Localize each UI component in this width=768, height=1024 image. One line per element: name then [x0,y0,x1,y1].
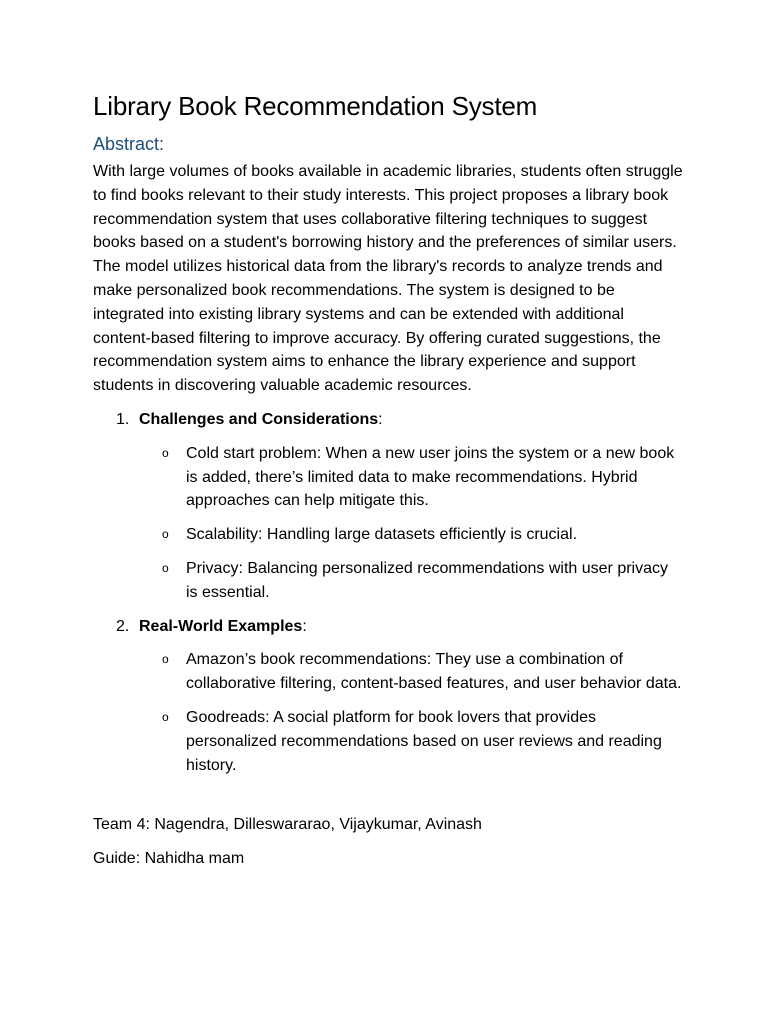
bullet-icon: o [162,709,169,724]
document-title: Library Book Recommendation System [93,91,538,121]
bullet-icon: o [162,652,169,667]
list-number: 2. [116,617,130,635]
bullet-icon: o [162,445,169,460]
sub-item-text: Privacy: Balancing personalized recommendations with user privacy is essential. [186,559,668,601]
sub-item-text: Goodreads: A social platform for book lovers that provides personalized recommendations based on user reviews and reading history. [186,708,662,774]
sub-item-text: Cold start problem: When a new user joins the system or a new book is added, there’s limited data to make recommendations. Hybrid approaches can help mitigate this. [186,444,675,510]
list-item-challenges [93,408,683,605]
guide-line: Guide: Nahidha mam [93,850,245,868]
sub-list-item [139,706,683,777]
sub-item-text: Scalability: Handling large datasets efficiently is crucial. [186,526,578,544]
abstract-heading: Abstract: [93,134,165,154]
bullet-icon: o [162,527,169,542]
list-number: 1. [116,410,130,428]
numbered-list [93,408,683,777]
sub-item-text: Amazon’s book recommendations: They use a combination of collaborative filtering, content-based features, and user behavior data. [186,651,682,693]
sub-list-item [139,523,683,547]
list-heading-suffix: : [302,617,307,635]
sub-list-item [139,442,683,513]
sub-list-item [139,648,683,696]
list-heading [139,408,683,432]
bullet-icon: o [162,560,169,575]
sub-bullet-list [139,648,683,777]
document-page [93,88,683,871]
sub-list-item [139,557,683,605]
abstract-paragraph: With large volumes of books available in academic libraries, students often struggle to find books relevant to their study interests. This project proposes a library book recommendation system that uses collaborative filtering techniques to suggest books based on a student's borrowing history and the preferences of similar users. The model utilizes historical data from the library's records to analyze trends and make personalized book recommendations. The system is designed to be integrated into existing library systems and can be extended with additional content-based filtering to improve accuracy. By offering curated suggestions, the recommendation system aims to enhance the library experience and support students in discovering valuable academic resources. [93,163,683,395]
list-heading-text: Challenges and Considerations [139,410,379,428]
list-heading [139,615,683,639]
sub-bullet-list [139,442,683,605]
list-heading-text: Real-World Examples [139,617,303,635]
team-line: Team 4: Nagendra, Dilleswararao, Vijaykumar, Avinash [93,816,482,834]
list-item-examples [93,615,683,778]
list-heading-suffix: : [378,410,383,428]
